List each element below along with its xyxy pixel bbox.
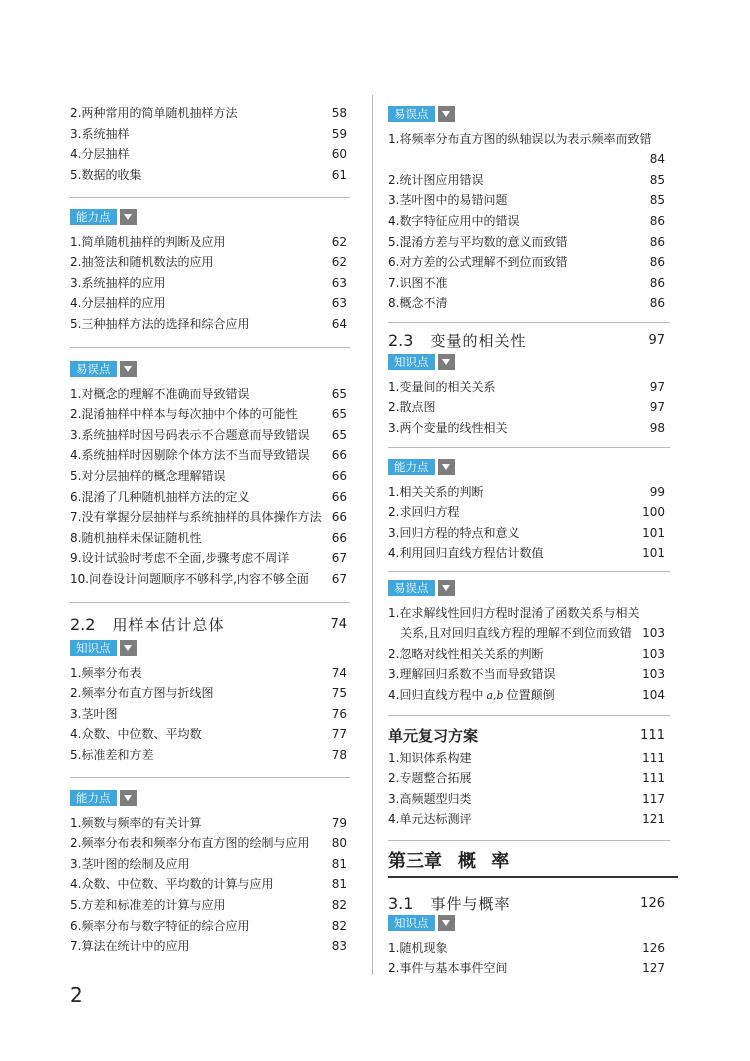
toc-entry-page: 100 xyxy=(642,505,665,520)
toc-entry xyxy=(388,958,665,979)
down-triangle-icon xyxy=(120,790,137,806)
toc-entry-page: 66 xyxy=(331,510,347,525)
badge-error-points xyxy=(388,580,665,596)
toc-entry-page: 75 xyxy=(331,686,347,701)
down-triangle-icon xyxy=(120,361,137,377)
unit-review-heading xyxy=(388,725,665,745)
toc-entry xyxy=(388,809,665,830)
toc-entry-page: 103 xyxy=(642,646,665,661)
toc-entry-title: 2.求回归方程 xyxy=(388,505,460,520)
toc-entry-title: 4.众数、中位数、平均数的计算与应用 xyxy=(70,877,274,892)
column-divider xyxy=(372,95,373,975)
toc-entry-page: 81 xyxy=(331,877,347,892)
toc-entry-page: 101 xyxy=(642,546,665,561)
toc-entry-page: 126 xyxy=(642,940,665,955)
badge-label: 能力点 xyxy=(70,790,117,806)
section-page: 97 xyxy=(648,332,665,348)
down-triangle-icon xyxy=(438,354,455,370)
toc-entry-page: 76 xyxy=(331,706,347,721)
toc-entry xyxy=(70,704,347,725)
toc-entry-title: 4.分层抽样 xyxy=(70,147,130,162)
toc-entry xyxy=(70,252,347,273)
unit-review-title: 单元复习方案 xyxy=(388,726,479,745)
toc-entry-title: 7.算法在统计中的应用 xyxy=(70,939,190,954)
toc-entry-page: 65 xyxy=(331,407,347,422)
toc-entry-page: 83 xyxy=(331,939,347,954)
toc-entry xyxy=(388,232,665,253)
toc-entry-title: 8.概念不清 xyxy=(388,296,448,311)
toc-entry xyxy=(70,833,347,854)
toc-entry-title: 10.问卷设计问题顺序不够科学,内容不够全面 xyxy=(70,572,309,587)
toc-entry-title: 4.数字特征应用中的错误 xyxy=(388,214,520,229)
chapter-heading xyxy=(388,848,665,872)
toc-entry xyxy=(388,603,665,624)
toc-entry xyxy=(388,768,665,789)
toc-entry-page: 63 xyxy=(331,275,347,290)
toc-entry-title: 4.众数、中位数、平均数 xyxy=(70,727,202,742)
toc-entry xyxy=(70,466,347,487)
divider xyxy=(388,571,670,572)
toc-entry-page: 62 xyxy=(331,234,347,249)
badge-label: 能力点 xyxy=(388,459,435,475)
toc-entry-title: 2.抽签法和随机数法的应用 xyxy=(70,255,214,270)
toc-entry xyxy=(70,528,347,549)
chapter-underline xyxy=(388,876,678,878)
toc-entry-title: 5.对分层抽样的概念理解错误 xyxy=(70,469,226,484)
toc-entry-page: 117 xyxy=(642,791,665,806)
toc-entry-title: 1.变量间的相关关系 xyxy=(388,379,496,394)
toc-entry xyxy=(388,170,665,191)
toc-entry-page: 79 xyxy=(331,815,347,830)
toc-entry xyxy=(70,724,347,745)
toc-entry-page: 86 xyxy=(649,275,665,290)
toc-group-sampling-tail xyxy=(70,103,347,185)
toc-entry-page: 86 xyxy=(649,255,665,270)
toc-group-ability-points xyxy=(70,209,347,335)
divider xyxy=(70,347,350,348)
badge-label: 能力点 xyxy=(70,209,117,225)
toc-entry xyxy=(70,124,347,145)
toc-entry-title: 1.相关关系的判断 xyxy=(388,484,484,499)
badge-label: 知识点 xyxy=(388,354,435,370)
section-number: 2.3 xyxy=(388,330,414,350)
toc-entry-title: 3.两个变量的线性相关 xyxy=(388,420,508,435)
section-number: 3.1 xyxy=(388,893,414,913)
toc-entry-page: 82 xyxy=(331,898,347,913)
toc-entry-page: 98 xyxy=(649,420,665,435)
toc-group-error-points xyxy=(388,580,665,706)
toc-entry-page: 84 xyxy=(649,152,665,167)
toc-entry xyxy=(388,129,665,150)
badge-label: 知识点 xyxy=(388,915,435,931)
toc-entry-title: 2.散点图 xyxy=(388,400,436,415)
badge-label: 易误点 xyxy=(70,361,117,377)
toc-group-knowledge-points xyxy=(70,640,347,766)
toc-entry-page: 85 xyxy=(649,172,665,187)
down-triangle-icon xyxy=(120,209,137,225)
badge-ability-points xyxy=(70,209,347,225)
toc-entry xyxy=(70,404,347,425)
section-heading-label xyxy=(388,330,526,351)
toc-entry-page: 80 xyxy=(331,836,347,851)
toc-entry xyxy=(70,745,347,766)
toc-entry xyxy=(70,874,347,895)
toc-entry-page: 127 xyxy=(642,961,665,976)
toc-entry-page: 97 xyxy=(649,400,665,415)
toc-entry xyxy=(70,569,347,590)
toc-entry xyxy=(70,507,347,528)
toc-entry xyxy=(70,103,347,124)
toc-entry xyxy=(70,548,347,569)
toc-entry-page: 104 xyxy=(642,688,665,703)
toc-entry-title: 3.茎叶图的绘制及应用 xyxy=(70,856,190,871)
toc-group-knowledge-points xyxy=(388,354,665,438)
toc-entry-page: 121 xyxy=(642,812,665,827)
toc-entry xyxy=(70,487,347,508)
toc-entry-title: 3.系统抽样 xyxy=(70,126,130,141)
section-heading xyxy=(388,330,665,350)
toc-entry-page: 86 xyxy=(649,234,665,249)
toc-entry-page: 64 xyxy=(331,317,347,332)
divider xyxy=(388,840,670,841)
badge-error-points xyxy=(388,106,665,122)
toc-entry-title: 3.系统抽样时因号码表示不合题意而导致错误 xyxy=(70,427,310,442)
toc-entry-page: 59 xyxy=(331,126,347,141)
down-triangle-icon xyxy=(438,459,455,475)
toc-entry-title: 1.知识体系构建 xyxy=(388,750,472,765)
toc-entry-title: 4.单元达标测评 xyxy=(388,812,472,827)
toc-entry-page: 58 xyxy=(331,106,347,120)
down-triangle-icon xyxy=(438,580,455,596)
toc-entry xyxy=(388,543,665,564)
section-page: 126 xyxy=(640,895,665,911)
toc-entry xyxy=(70,314,347,335)
toc-entry-title: 9.设计试验时考虑不全面,步骤考虑不周详 xyxy=(70,551,290,566)
toc-entry-page: 65 xyxy=(331,427,347,442)
toc-entry-title: 1.在求解线性回归方程时混淆了函数关系与相关 xyxy=(388,605,640,620)
toc-entry xyxy=(70,273,347,294)
toc-entry-page: 86 xyxy=(649,296,665,311)
toc-entry-title: 3.茎叶图 xyxy=(70,706,118,721)
toc-group-ability-points xyxy=(70,790,347,957)
badge-label: 易误点 xyxy=(388,580,435,596)
toc-entry-page: 78 xyxy=(331,748,347,763)
toc-entry-title: 2.混淆抽样中样本与每次抽中个体的可能性 xyxy=(70,407,298,422)
section-title: 用样本估计总体 xyxy=(112,615,225,634)
toc-entry-title: 6.频率分布与数字特征的综合应用 xyxy=(70,918,250,933)
divider xyxy=(388,715,670,716)
toc-entry-title: 4.分层抽样的应用 xyxy=(70,296,166,311)
toc-entry xyxy=(388,664,665,685)
toc-entry xyxy=(70,425,347,446)
toc-entry-page: 67 xyxy=(331,551,347,566)
toc-entry-title: 1.频数与频率的有关计算 xyxy=(70,815,202,830)
toc-entry-title: 2.忽略对线性相关关系的判断 xyxy=(388,646,544,661)
toc-entry-title: 3.系统抽样的应用 xyxy=(70,275,166,290)
toc-group-error-points xyxy=(388,106,665,314)
toc-entry-page: 86 xyxy=(649,214,665,229)
toc-entry-continuation xyxy=(388,623,665,644)
toc-entry-page: 82 xyxy=(331,918,347,933)
badge-ability-points xyxy=(388,459,665,475)
toc-entry-title: 4.系统抽样时因剔除个体方法不当而导致错误 xyxy=(70,448,310,463)
toc-entry xyxy=(388,502,665,523)
toc-entry-title: 8.随机抽样未保证随机性 xyxy=(70,530,202,545)
section-heading xyxy=(70,614,347,634)
toc-entry-page: 74 xyxy=(331,665,347,680)
toc-entry-title xyxy=(388,685,555,707)
toc-entry xyxy=(388,190,665,211)
section-heading-label xyxy=(388,893,510,914)
toc-entry xyxy=(70,232,347,253)
toc-entry-page: 97 xyxy=(649,379,665,394)
divider xyxy=(388,447,670,448)
section-heading xyxy=(388,893,665,913)
toc-entry xyxy=(388,482,665,503)
toc-entry-title: 5.标准差和方差 xyxy=(70,748,154,763)
toc-entry-page: 63 xyxy=(331,296,347,311)
toc-entry-title: 2.统计图应用错误 xyxy=(388,172,484,187)
toc-entry-title: 6.混淆了几种随机抽样方法的定义 xyxy=(70,489,250,504)
toc-entry xyxy=(70,854,347,875)
toc-entry-page: 66 xyxy=(331,530,347,545)
toc-group-error-points xyxy=(70,361,347,590)
toc-entry-title: 1.对概念的理解不准确而导致错误 xyxy=(70,386,250,401)
badge-label: 易误点 xyxy=(388,106,435,122)
toc-entry xyxy=(70,165,347,186)
toc-entry-title-post: 位置颠倒 xyxy=(506,687,555,702)
toc-entry-page: 60 xyxy=(331,147,347,162)
toc-entry xyxy=(388,644,665,665)
toc-entry xyxy=(388,523,665,544)
toc-entry-page: 66 xyxy=(331,489,347,504)
toc-entry xyxy=(70,384,347,405)
down-triangle-icon xyxy=(438,915,455,931)
toc-entry-title: 1.简单随机抽样的判断及应用 xyxy=(70,234,226,249)
badge-ability-points xyxy=(70,790,347,806)
toc-entry-continuation xyxy=(388,149,665,170)
toc-entry-page: 111 xyxy=(642,771,665,786)
toc-entry xyxy=(70,293,347,314)
badge-knowledge-points xyxy=(388,354,665,370)
badge-knowledge-points xyxy=(388,915,665,931)
section-title: 事件与概率 xyxy=(430,894,511,913)
toc-entry xyxy=(70,445,347,466)
toc-entry-title: 2.事件与基本事件空间 xyxy=(388,961,508,976)
badge-label: 知识点 xyxy=(70,640,117,656)
toc-entry xyxy=(388,748,665,769)
toc-entry-title: 3.理解回归系数不当而导致错误 xyxy=(388,667,556,682)
toc-entry xyxy=(388,789,665,810)
toc-entry-title: 2.专题整合拓展 xyxy=(388,771,472,786)
toc-entry xyxy=(388,273,665,294)
toc-entry-title: 5.方差和标准差的计算与应用 xyxy=(70,898,226,913)
toc-entry-title: 7.没有掌握分层抽样与系统抽样的具体操作方法 xyxy=(70,510,322,525)
toc-entry xyxy=(388,377,665,398)
toc-entry-title: 4.利用回归直线方程估计数值 xyxy=(388,546,544,561)
divider xyxy=(388,322,670,323)
toc-entry-page: 103 xyxy=(642,626,665,641)
toc-entry-page: 65 xyxy=(331,386,347,401)
toc-entry xyxy=(70,663,347,684)
toc-entry-page: 66 xyxy=(331,469,347,484)
toc-entry xyxy=(388,397,665,418)
toc-entry-title: 3.回归方程的特点和意义 xyxy=(388,525,520,540)
toc-group-ability-points xyxy=(388,459,665,564)
toc-entry xyxy=(70,916,347,937)
badge-error-points xyxy=(70,361,347,377)
toc-entry-page: 101 xyxy=(642,525,665,540)
section-title: 变量的相关性 xyxy=(430,331,527,350)
section-page: 74 xyxy=(330,616,347,632)
toc-entry xyxy=(388,938,665,959)
toc-entry xyxy=(70,683,347,704)
section-heading-label xyxy=(70,614,224,635)
toc-entry xyxy=(388,418,665,439)
toc-entry-title: 关系,且对回归直线方程的理解不到位而致错 xyxy=(400,626,632,641)
toc-entry-page: 62 xyxy=(331,255,347,270)
toc-entry-page: 111 xyxy=(642,750,665,765)
toc-entry-title: 1.将频率分布直方图的纵轴误以为表示频率而致错 xyxy=(388,131,652,146)
section-page: 111 xyxy=(640,727,665,743)
toc-entry-title: 5.数据的收集 xyxy=(70,167,142,182)
toc-entry-title: 2.频率分布表和频率分布直方图的绘制与应用 xyxy=(70,836,310,851)
toc-entry-title: 6.对方差的公式理解不到位而致错 xyxy=(388,255,568,270)
divider xyxy=(70,777,350,778)
chapter-label: 第三章 xyxy=(388,851,442,872)
toc-entry xyxy=(70,936,347,957)
toc-entry xyxy=(388,252,665,273)
math-variables: a,b xyxy=(486,688,504,702)
down-triangle-icon xyxy=(120,640,137,656)
toc-entry-title: 5.混淆方差与平均数的意义而致错 xyxy=(388,234,568,249)
page-number: 2 xyxy=(70,983,83,1007)
divider xyxy=(70,602,350,603)
toc-entry-page: 66 xyxy=(331,448,347,463)
toc-entry xyxy=(70,895,347,916)
toc-entry xyxy=(70,813,347,834)
toc-entry-page: 103 xyxy=(642,667,665,682)
chapter-title: 概 率 xyxy=(458,851,510,872)
toc-entry-title: 1.随机现象 xyxy=(388,940,448,955)
toc-entry xyxy=(388,685,665,706)
toc-entry-title: 5.三种抽样方法的选择和综合应用 xyxy=(70,317,250,332)
toc-entry-page: 67 xyxy=(331,572,347,587)
toc-entry-page: 61 xyxy=(331,167,347,182)
toc-entry-title: 2.两种常用的简单随机抽样方法 xyxy=(70,106,238,120)
toc-group-knowledge-points xyxy=(388,915,665,979)
toc-entry-title: 3.高频题型归类 xyxy=(388,791,472,806)
toc-entry-page: 85 xyxy=(649,193,665,208)
badge-knowledge-points xyxy=(70,640,347,656)
down-triangle-icon xyxy=(438,106,455,122)
toc-entry-page: 81 xyxy=(331,856,347,871)
section-number: 2.2 xyxy=(70,614,96,634)
toc-entry-title: 3.茎叶图中的易错问题 xyxy=(388,193,508,208)
toc-entry xyxy=(388,293,665,314)
toc-entry-page: 99 xyxy=(649,484,665,499)
divider xyxy=(70,197,350,198)
toc-entry-title-pre: 4.回归直线方程中 xyxy=(388,687,484,702)
toc-entry-title: 7.识图不准 xyxy=(388,275,448,290)
toc-entry-page: 77 xyxy=(331,727,347,742)
unit-review-group xyxy=(388,725,665,830)
toc-entry xyxy=(70,144,347,165)
toc-entry-title: 1.频率分布表 xyxy=(70,665,142,680)
toc-entry xyxy=(388,211,665,232)
toc-entry-title: 2.频率分布直方图与折线图 xyxy=(70,686,214,701)
